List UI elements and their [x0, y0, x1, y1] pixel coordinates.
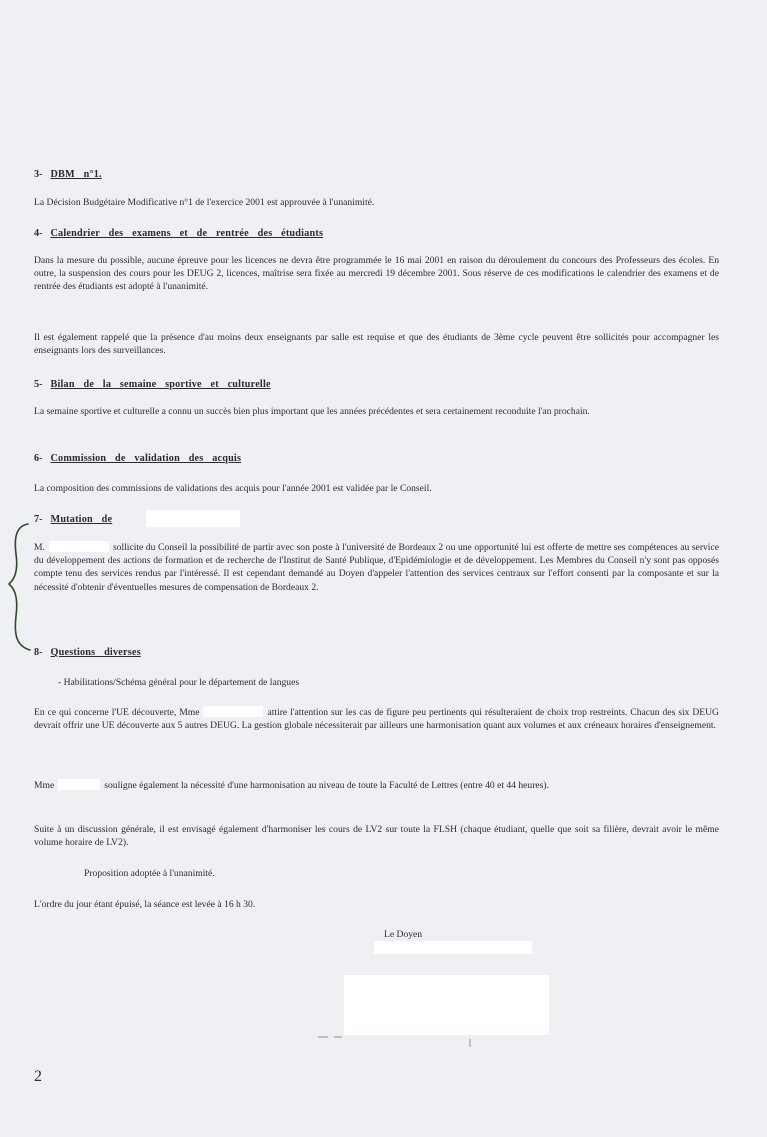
section-3-number: 3- [34, 169, 43, 180]
section-5-heading [34, 378, 271, 391]
redacted-name-heading [146, 510, 240, 527]
redacted-name [49, 541, 109, 552]
section-5-number: 5- [34, 379, 43, 390]
section-5-paragraph: La semaine sportive et culturelle a connu un succès bien plus important que les années précédentes et sera certainement reconduite l'an prochain. [34, 406, 590, 417]
section-7-heading [34, 513, 112, 526]
section-6-heading [34, 452, 241, 465]
redacted-name [203, 706, 263, 717]
section-3-paragraph: La Décision Budgétaire Modificative n°1 de l'exercice 2001 est approuvée à l'unanimité. [34, 197, 375, 208]
section-3-title: DBM n°1. [50, 169, 102, 180]
scan-mark [466, 1038, 474, 1050]
section-8-adoption: Proposition adoptée à l'unanimité. [84, 868, 215, 879]
section-8-paragraph-3: Suite à un discussion générale, il est envisagé également d'harmoniser les cours de LV2 sur toute la FLSH (chaque étudiant, quelle que soit sa filière, devrait avoir le même volume horaire de LV2). [34, 824, 719, 849]
redacted-name [58, 779, 100, 790]
section-7-body: sollicite du Conseil la possibilité de partir avec son poste à l'université de Bordeaux 2 ou une opportunité lui est offerte de mettre ses compétences au service du développement des actions de formation et de recherche de l'Institut de Santé Publique, d'Epidémiologie et de développement. Les Membres du Conseil n'y sont pas opposés compte tenu des services rendus par l'intéressé. Il est cependant demandé au Doyen d'appeler l'attention des services centraux sur l'effort consenti par la composante et sur la nécessité d'obtenir d'éventuelles mesures de compensation de Bordeaux 2. [34, 542, 719, 593]
section-8-heading [34, 646, 141, 659]
section-8-p1-start: En ce qui concerne l'UE découverte, Mme [34, 707, 200, 718]
section-6-paragraph: La composition des commissions de validations des acquis pour l'année 2001 est validée par le Conseil. [34, 483, 432, 494]
section-7-title: Mutation de [50, 514, 113, 525]
signature-label: Le Doyen [384, 929, 423, 940]
section-5-title: Bilan de la semaine sportive et culturelle [50, 379, 271, 390]
page-number: 2 [34, 1068, 42, 1085]
section-7-number: 7- [34, 514, 43, 525]
section-8-title: Questions diverses [50, 647, 141, 658]
section-6-title: Commission de validation des acquis [50, 453, 242, 464]
redacted-signature-block [344, 975, 549, 1035]
handwritten-brace-mark [6, 520, 34, 655]
section-4-number: 4- [34, 228, 43, 239]
section-8-bullet: - Habilitations/Schéma général pour le département de langues [58, 677, 300, 688]
section-8-paragraph-2 [34, 779, 719, 792]
section-7-paragraph [34, 541, 719, 594]
scan-mark [316, 1034, 356, 1040]
section-4-title: Calendrier des examens et de rentrée des étudiants [50, 228, 324, 239]
section-4-paragraph-2: Il est également rappelé que la présence d'au moins deux enseignants par salle est requise et que des étudiants de 3ème cycle peuvent être sollicités pour accompagner les enseignants lors des surveillances. [34, 332, 719, 357]
closing-line: L'ordre du jour étant épuisé, la séance est levée à 16 h 30. [34, 899, 256, 910]
section-4-heading [34, 227, 323, 240]
section-6-number: 6- [34, 453, 43, 464]
section-4-paragraph-1: Dans la mesure du possible, aucune épreuve pour les licences ne devra être programmée le 16 mai 2001 en raison du déroulement du concours des Professeurs des écoles. En outre, la suspension des cours pour les DEUG 2, licences, maîtrise sera fixée au mercredi 19 décembre 2001. Sous réserve de ces modifications le calendrier des examens et de rentrée des étudiants est adopté à l'unanimité. [34, 255, 719, 293]
section-8-p2-start: Mme [34, 780, 55, 791]
section-8-paragraph-1 [34, 706, 719, 732]
section-3-heading [34, 168, 102, 181]
section-7-salutation: M. [34, 542, 45, 553]
section-8-p1-body: attire l'attention sur les cas de figure peu pertinents qui résulteraient de choix trop restreints. Chacun des six DEUG devrait offrir une UE découverte aux 5 autres DEUG. La gestion globale nécessiterait par ailleurs une harmonisation quant aux volumes et aux créneaux horaires d'enseignement. [34, 707, 719, 732]
redacted-signatory-name [374, 941, 532, 954]
section-8-number: 8- [34, 647, 43, 658]
section-8-p2-body: souligne également la nécessité d'une harmonisation au niveau de toute la Faculté de Lettres (entre 40 et 44 heures). [104, 780, 550, 791]
